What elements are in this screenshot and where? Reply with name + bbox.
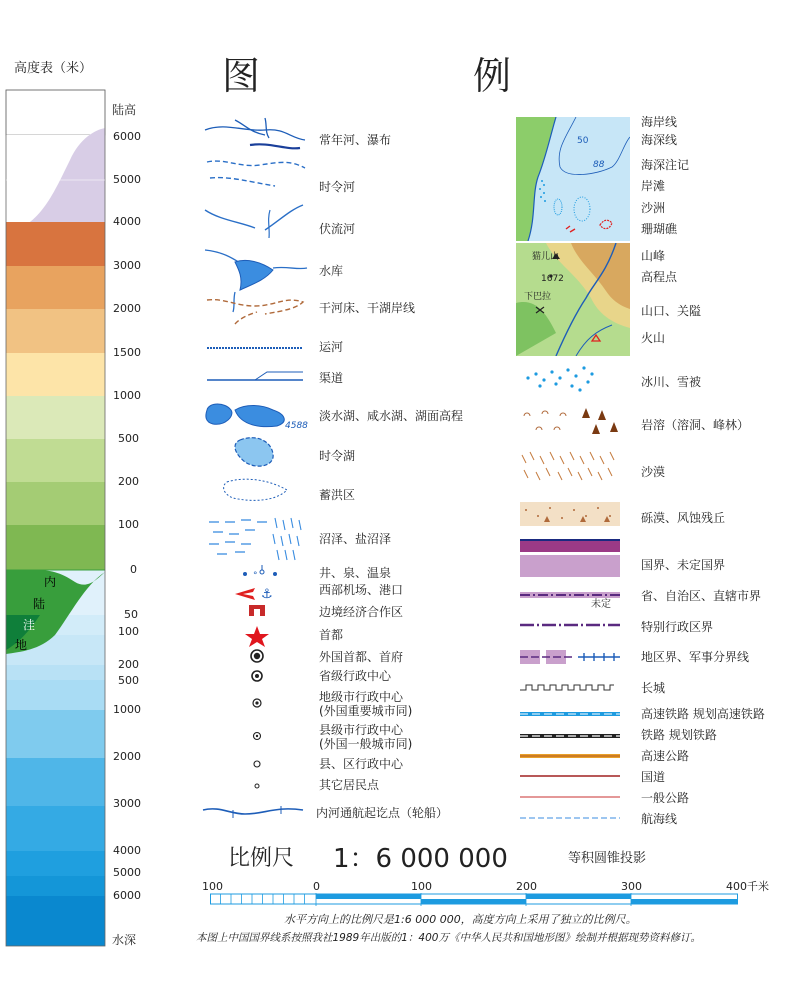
legend-label-seasonal-lake: 时令湖 [319, 449, 356, 463]
legend-label-district-border: 地区界、军事分界线 [641, 650, 750, 664]
tick-sea-4000: 4000 [113, 844, 141, 857]
inset-pass-name: 下巴拉 [524, 292, 552, 302]
legend-label-sandbar: 沙洲 [641, 201, 666, 215]
legend-label-peak: 山峰 [641, 249, 666, 263]
tick-100: 100 [118, 518, 139, 531]
tick-2000: 2000 [113, 302, 141, 315]
legend-label-special-border: 特别行政区界 [641, 620, 714, 634]
legend-label-national-road: 国道 [641, 770, 666, 784]
legend-label-prefecture-sub: (外国重要城市同) [319, 704, 413, 718]
scale-title: 比例尺 [228, 846, 295, 871]
scale-note-2: 本图上中国国界线系按照我社1989年出版的1：400万《中华人民共和国地形图》绘制并根据现势资料修订。 [196, 932, 701, 944]
legend-label-capital: 首都 [319, 628, 344, 642]
legend-label-county-city-sub: (外国一般城市同) [319, 737, 413, 751]
tick-sea-5000: 5000 [113, 866, 141, 879]
legend-label-prov-border: 省、自治区、直辖市界 [641, 589, 762, 603]
depression-char-3: 洼 [23, 618, 36, 632]
height-table-title: 高度表（米） [14, 61, 93, 76]
tick-5000: 5000 [113, 173, 141, 186]
legend-label-marsh: 沼泽、盐沼泽 [319, 532, 392, 546]
svg-text:°: ° [253, 571, 258, 581]
scale-tick-100: 100 [411, 880, 432, 893]
legend-title-left: 图 [222, 54, 261, 98]
tick-0: 0 [130, 563, 137, 576]
legend-label-glacier: 冰川、雪被 [641, 375, 702, 389]
scale-tick-100-left: 100 [202, 880, 223, 893]
legend-label-desert: 沙漠 [641, 465, 666, 479]
legend-label-prefecture-center: 地级市行政中心 [319, 690, 404, 704]
legend-label-sea-route: 航海线 [641, 812, 678, 826]
legend-label-lakes: 淡水湖、咸水湖、湖面高程 [319, 409, 464, 423]
scale-bar [210, 893, 740, 907]
height-top-label: 陆高 [112, 103, 137, 117]
scale-tick-200: 200 [516, 880, 537, 893]
legend-label-province-center: 省级行政中心 [319, 669, 392, 683]
legend-label-road: 一般公路 [641, 791, 690, 805]
tick-sea-3000: 3000 [113, 797, 141, 810]
legend-label-county: 县、区行政中心 [319, 757, 404, 771]
scale-ratio: 1：6 000 000 [333, 844, 508, 874]
tick-3000: 3000 [113, 259, 141, 272]
legend-label-karst: 岩溶（溶洞、峰林） [641, 418, 750, 432]
height-bottom-label: 水深 [112, 933, 137, 947]
inset-elev-1672: 1672 [541, 274, 564, 284]
legend-label-river: 常年河、瀑布 [319, 133, 392, 147]
scale-tick-300: 300 [621, 880, 642, 893]
tick-6000: 6000 [113, 130, 141, 143]
legend-label-volcano: 火山 [641, 331, 666, 345]
coast-inset-map [516, 117, 630, 241]
legend-label-foreign-capital: 外国首都、首府 [319, 650, 404, 664]
tick-1000: 1000 [113, 389, 141, 402]
tick-500: 500 [118, 432, 139, 445]
lake-elevation-label: 4588 [285, 421, 308, 431]
legend-label-coral: 珊瑚礁 [641, 222, 678, 236]
legend-label-wells: 井、泉、温泉 [319, 566, 392, 580]
legend-label-gravel: 砾漠、风蚀残丘 [641, 511, 726, 525]
legend-label-seasonal-river: 时令河 [319, 180, 356, 194]
legend-label-railway: 铁路 规划铁路 [641, 728, 717, 742]
legend-title-right: 例 [473, 54, 512, 98]
legend-label-intl-border: 国界、未定国界 [641, 558, 726, 572]
scale-tick-0: 0 [313, 880, 320, 893]
legend-label-reservoir: 水库 [319, 264, 344, 278]
inset-depth-88: 88 [593, 160, 605, 170]
scale-note-1: 水平方向上的比例尺是1:6 000 000，高度方向上采用了独立的比例尺。 [284, 913, 637, 926]
depression-char-2: 陆 [33, 597, 46, 611]
legend-label-canal: 运河 [319, 340, 344, 354]
tick-1500: 1500 [113, 346, 141, 359]
legend-label-pass: 山口、关隘 [641, 304, 702, 318]
depression-char-4: 地 [15, 638, 28, 652]
legend-label-depth-note: 海深注记 [641, 158, 690, 172]
tick-sea-6000: 6000 [113, 889, 141, 902]
legend-label-border-zone: 边境经济合作区 [319, 605, 404, 619]
legend-label-airport: 西部机场、港口 [319, 583, 404, 597]
legend-left-symbols [195, 110, 315, 830]
legend-right-symbols [516, 360, 631, 830]
legend-label-beach: 岸滩 [641, 179, 666, 193]
height-scale-bar [0, 0, 120, 1006]
legend-label-coastline: 海岸线 [641, 115, 678, 129]
legend-label-great-wall: 长城 [641, 681, 666, 695]
legend-label-sinking-river: 伏流河 [319, 222, 356, 236]
inset-isobath-50: 50 [577, 136, 589, 146]
tick-sea-2000: 2000 [113, 750, 141, 763]
tick-sea-200: 200 [118, 658, 139, 671]
tick-sea-100: 100 [118, 625, 139, 638]
legend-label-dry-river: 干河床、干湖岸线 [319, 301, 416, 315]
legend-label-county-city: 县级市行政中心 [319, 723, 404, 737]
undetermined-label: 未定 [591, 599, 611, 610]
legend-label-isobath: 海深线 [641, 133, 678, 147]
tick-200: 200 [118, 475, 139, 488]
depression-char-1: 内 [44, 575, 57, 589]
tick-sea-500: 500 [118, 674, 139, 687]
legend-label-elev-point: 高程点 [641, 270, 678, 284]
tick-4000: 4000 [113, 215, 141, 228]
legend-label-hsr: 高速铁路 规划高速铁路 [641, 707, 765, 721]
svg-text:⚓: ⚓ [261, 587, 273, 602]
scale-projection: 等积圆锥投影 [568, 851, 647, 866]
inset-peak-name: 猫儿山 [532, 252, 560, 262]
legend-label-expressway: 高速公路 [641, 749, 690, 763]
tick-sea-50: 50 [124, 608, 138, 621]
legend-label-channel: 渠道 [319, 371, 344, 385]
legend-label-flood-area: 蓄洪区 [319, 488, 356, 502]
scale-tick-400: 400千米 [726, 880, 769, 893]
tick-sea-1000: 1000 [113, 703, 141, 716]
legend-label-settlement: 其它居民点 [319, 778, 380, 792]
legend-label-navigation: 内河通航起讫点（轮船） [316, 806, 449, 820]
